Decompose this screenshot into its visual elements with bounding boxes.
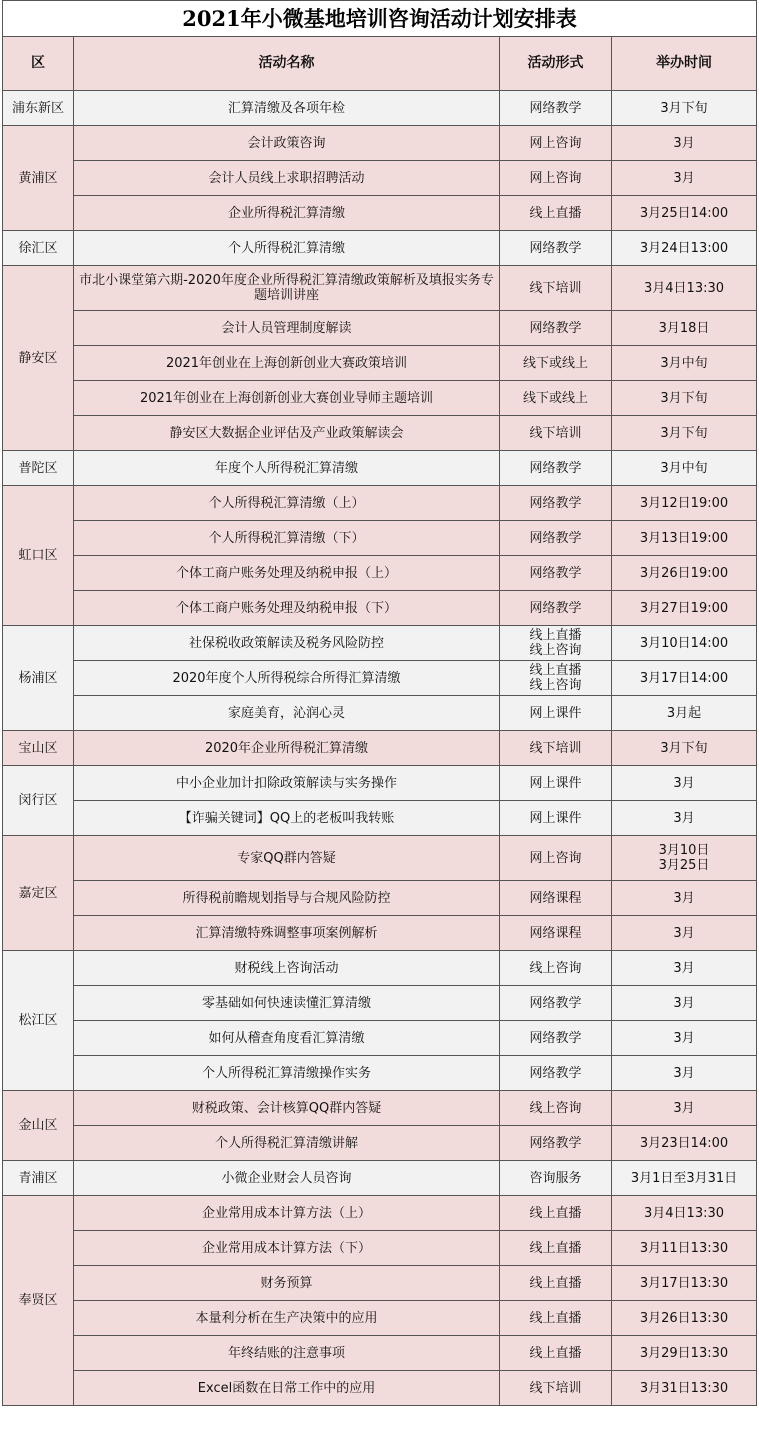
format-cell: 线上直播	[500, 1266, 612, 1301]
table-row	[3, 486, 757, 521]
format-cell: 网络教学	[500, 986, 612, 1021]
table-row	[3, 1161, 757, 1196]
district-cell: 黄浦区	[3, 126, 74, 231]
district-cell: 徐汇区	[3, 231, 74, 266]
time-cell: 3月中旬	[612, 346, 757, 381]
time-cell: 3月4日13:30	[612, 266, 757, 311]
time-cell: 3月29日13:30	[612, 1336, 757, 1371]
activity-cell: 个体工商户账务处理及纳税申报（上）	[74, 556, 500, 591]
time-cell: 3月	[612, 1021, 757, 1056]
time-cell: 3月23日14:00	[612, 1126, 757, 1161]
table-row	[3, 161, 757, 196]
table-row	[3, 381, 757, 416]
table-row	[3, 1231, 757, 1266]
activity-cell: 会计政策咨询	[74, 126, 500, 161]
table-row	[3, 556, 757, 591]
time-cell: 3月下旬	[612, 416, 757, 451]
format-cell: 线上咨询	[500, 951, 612, 986]
district-cell: 青浦区	[3, 1161, 74, 1196]
activity-cell: 企业所得税汇算清缴	[74, 196, 500, 231]
table-row	[3, 196, 757, 231]
schedule-body	[3, 91, 757, 1406]
activity-cell: 2020年企业所得税汇算清缴	[74, 731, 500, 766]
time-cell: 3月13日19:00	[612, 521, 757, 556]
format-cell: 线上咨询	[500, 1091, 612, 1126]
time-cell: 3月25日14:00	[612, 196, 757, 231]
format-cell: 线下培训	[500, 266, 612, 311]
activity-cell: 会计人员管理制度解读	[74, 311, 500, 346]
format-cell: 线上直播 线上咨询	[500, 661, 612, 696]
table-row	[3, 311, 757, 346]
format-cell: 网络教学	[500, 311, 612, 346]
time-cell: 3月1日至3月31日	[612, 1161, 757, 1196]
activity-cell: 个人所得税汇算清缴（下）	[74, 521, 500, 556]
table-row	[3, 731, 757, 766]
format-cell: 网上课件	[500, 766, 612, 801]
table-row	[3, 521, 757, 556]
format-cell: 网络教学	[500, 1056, 612, 1091]
table-row	[3, 766, 757, 801]
activity-cell: 财务预算	[74, 1266, 500, 1301]
table-row	[3, 986, 757, 1021]
time-cell: 3月起	[612, 696, 757, 731]
time-cell: 3月4日13:30	[612, 1196, 757, 1231]
activity-cell: 个人所得税汇算清缴	[74, 231, 500, 266]
table-row	[3, 1091, 757, 1126]
format-cell: 线上直播	[500, 1301, 612, 1336]
format-cell: 线上直播	[500, 1231, 612, 1266]
table-row	[3, 451, 757, 486]
time-cell: 3月10日14:00	[612, 626, 757, 661]
activity-cell: 财税线上咨询活动	[74, 951, 500, 986]
header-time: 举办时间	[612, 37, 757, 91]
format-cell: 网络教学	[500, 556, 612, 591]
time-cell: 3月下旬	[612, 381, 757, 416]
activity-cell: 企业常用成本计算方法（上）	[74, 1196, 500, 1231]
format-cell: 网络课程	[500, 881, 612, 916]
format-cell: 网上课件	[500, 801, 612, 836]
format-cell: 线下培训	[500, 1371, 612, 1406]
header-district: 区	[3, 37, 74, 91]
table-row	[3, 626, 757, 661]
time-cell: 3月	[612, 881, 757, 916]
activity-cell: 个人所得税汇算清缴讲解	[74, 1126, 500, 1161]
district-cell: 金山区	[3, 1091, 74, 1161]
time-cell: 3月18日	[612, 311, 757, 346]
table-row	[3, 801, 757, 836]
time-cell: 3月中旬	[612, 451, 757, 486]
format-cell: 网络课程	[500, 916, 612, 951]
format-cell: 线上直播 线上咨询	[500, 626, 612, 661]
activity-cell: 中小企业加计扣除政策解读与实务操作	[74, 766, 500, 801]
table-row	[3, 1371, 757, 1406]
time-cell: 3月17日13:30	[612, 1266, 757, 1301]
schedule-table	[2, 0, 757, 1406]
activity-cell: 年终结账的注意事项	[74, 1336, 500, 1371]
time-cell: 3月12日19:00	[612, 486, 757, 521]
table-row	[3, 696, 757, 731]
district-cell: 虹口区	[3, 486, 74, 626]
district-cell: 松江区	[3, 951, 74, 1091]
activity-cell: 社保税收政策解读及税务风险防控	[74, 626, 500, 661]
activity-cell: 【诈骗关键词】QQ上的老板叫我转账	[74, 801, 500, 836]
activity-cell: 小微企业财会人员咨询	[74, 1161, 500, 1196]
district-cell: 普陀区	[3, 451, 74, 486]
format-cell: 网络教学	[500, 521, 612, 556]
time-cell: 3月	[612, 161, 757, 196]
time-cell: 3月	[612, 126, 757, 161]
activity-cell: Excel函数在日常工作中的应用	[74, 1371, 500, 1406]
activity-cell: 零基础如何快速读懂汇算清缴	[74, 986, 500, 1021]
activity-cell: 本量利分析在生产决策中的应用	[74, 1301, 500, 1336]
format-cell: 网络教学	[500, 486, 612, 521]
time-cell: 3月27日19:00	[612, 591, 757, 626]
table-row	[3, 1301, 757, 1336]
activity-cell: 会计人员线上求职招聘活动	[74, 161, 500, 196]
time-cell: 3月	[612, 801, 757, 836]
header-activity: 活动名称	[74, 37, 500, 91]
format-cell: 咨询服务	[500, 1161, 612, 1196]
format-cell: 线上直播	[500, 196, 612, 231]
activity-cell: 家庭美育，沁润心灵	[74, 696, 500, 731]
time-cell: 3月31日13:30	[612, 1371, 757, 1406]
table-row	[3, 231, 757, 266]
district-cell: 嘉定区	[3, 836, 74, 951]
table-row	[3, 266, 757, 311]
activity-cell: 汇算清缴特殊调整事项案例解析	[74, 916, 500, 951]
activity-cell: 市北小课堂第六期-2020年度企业所得税汇算清缴政策解析及填报实务专题培训讲座	[74, 266, 500, 311]
time-cell: 3月10日 3月25日	[612, 836, 757, 881]
table-row	[3, 881, 757, 916]
format-cell: 网上咨询	[500, 126, 612, 161]
table-row	[3, 1056, 757, 1091]
district-cell: 杨浦区	[3, 626, 74, 731]
activity-cell: 个人所得税汇算清缴操作实务	[74, 1056, 500, 1091]
activity-cell: 如何从稽查角度看汇算清缴	[74, 1021, 500, 1056]
table-row	[3, 346, 757, 381]
format-cell: 线下培训	[500, 416, 612, 451]
activity-cell: 专家QQ群内答疑	[74, 836, 500, 881]
table-row	[3, 916, 757, 951]
table-row	[3, 951, 757, 986]
table-row	[3, 91, 757, 126]
time-cell: 3月26日13:30	[612, 1301, 757, 1336]
time-cell: 3月	[612, 1091, 757, 1126]
table-row	[3, 416, 757, 451]
time-cell: 3月	[612, 766, 757, 801]
time-cell: 3月11日13:30	[612, 1231, 757, 1266]
format-cell: 网上课件	[500, 696, 612, 731]
time-cell: 3月	[612, 1056, 757, 1091]
format-cell: 线下或线上	[500, 381, 612, 416]
format-cell: 网上咨询	[500, 161, 612, 196]
district-cell: 静安区	[3, 266, 74, 451]
table-row	[3, 126, 757, 161]
format-cell: 网络教学	[500, 231, 612, 266]
page-title: 2021年小微基地培训咨询活动计划安排表	[3, 1, 757, 37]
activity-cell: 个人所得税汇算清缴（上）	[74, 486, 500, 521]
table-row	[3, 661, 757, 696]
district-cell: 浦东新区	[3, 91, 74, 126]
format-cell: 网络教学	[500, 451, 612, 486]
activity-cell: 财税政策、会计核算QQ群内答疑	[74, 1091, 500, 1126]
activity-cell: 年度个人所得税汇算清缴	[74, 451, 500, 486]
format-cell: 网络教学	[500, 591, 612, 626]
table-row	[3, 591, 757, 626]
format-cell: 线下或线上	[500, 346, 612, 381]
time-cell: 3月	[612, 986, 757, 1021]
format-cell: 线上直播	[500, 1336, 612, 1371]
time-cell: 3月24日13:00	[612, 231, 757, 266]
activity-cell: 2021年创业在上海创新创业大赛政策培训	[74, 346, 500, 381]
format-cell: 网络教学	[500, 1021, 612, 1056]
table-row	[3, 1126, 757, 1161]
header-format: 活动形式	[500, 37, 612, 91]
activity-cell: 汇算清缴及各项年检	[74, 91, 500, 126]
table-row	[3, 836, 757, 881]
time-cell: 3月17日14:00	[612, 661, 757, 696]
time-cell: 3月下旬	[612, 91, 757, 126]
header-row	[3, 37, 757, 91]
activity-cell: 个体工商户账务处理及纳税申报（下）	[74, 591, 500, 626]
district-cell: 奉贤区	[3, 1196, 74, 1406]
format-cell: 网上咨询	[500, 836, 612, 881]
activity-cell: 企业常用成本计算方法（下）	[74, 1231, 500, 1266]
format-cell: 线下培训	[500, 731, 612, 766]
activity-cell: 静安区大数据企业评估及产业政策解读会	[74, 416, 500, 451]
format-cell: 线上直播	[500, 1196, 612, 1231]
table-row	[3, 1196, 757, 1231]
format-cell: 网络教学	[500, 91, 612, 126]
activity-cell: 2020年度个人所得税综合所得汇算清缴	[74, 661, 500, 696]
time-cell: 3月下旬	[612, 731, 757, 766]
district-cell: 宝山区	[3, 731, 74, 766]
time-cell: 3月26日19:00	[612, 556, 757, 591]
activity-cell: 2021年创业在上海创新创业大赛创业导师主题培训	[74, 381, 500, 416]
table-row	[3, 1266, 757, 1301]
table-row	[3, 1021, 757, 1056]
district-cell: 闵行区	[3, 766, 74, 836]
table-row	[3, 1336, 757, 1371]
format-cell: 网络教学	[500, 1126, 612, 1161]
time-cell: 3月	[612, 951, 757, 986]
activity-cell: 所得税前瞻规划指导与合规风险防控	[74, 881, 500, 916]
time-cell: 3月	[612, 916, 757, 951]
